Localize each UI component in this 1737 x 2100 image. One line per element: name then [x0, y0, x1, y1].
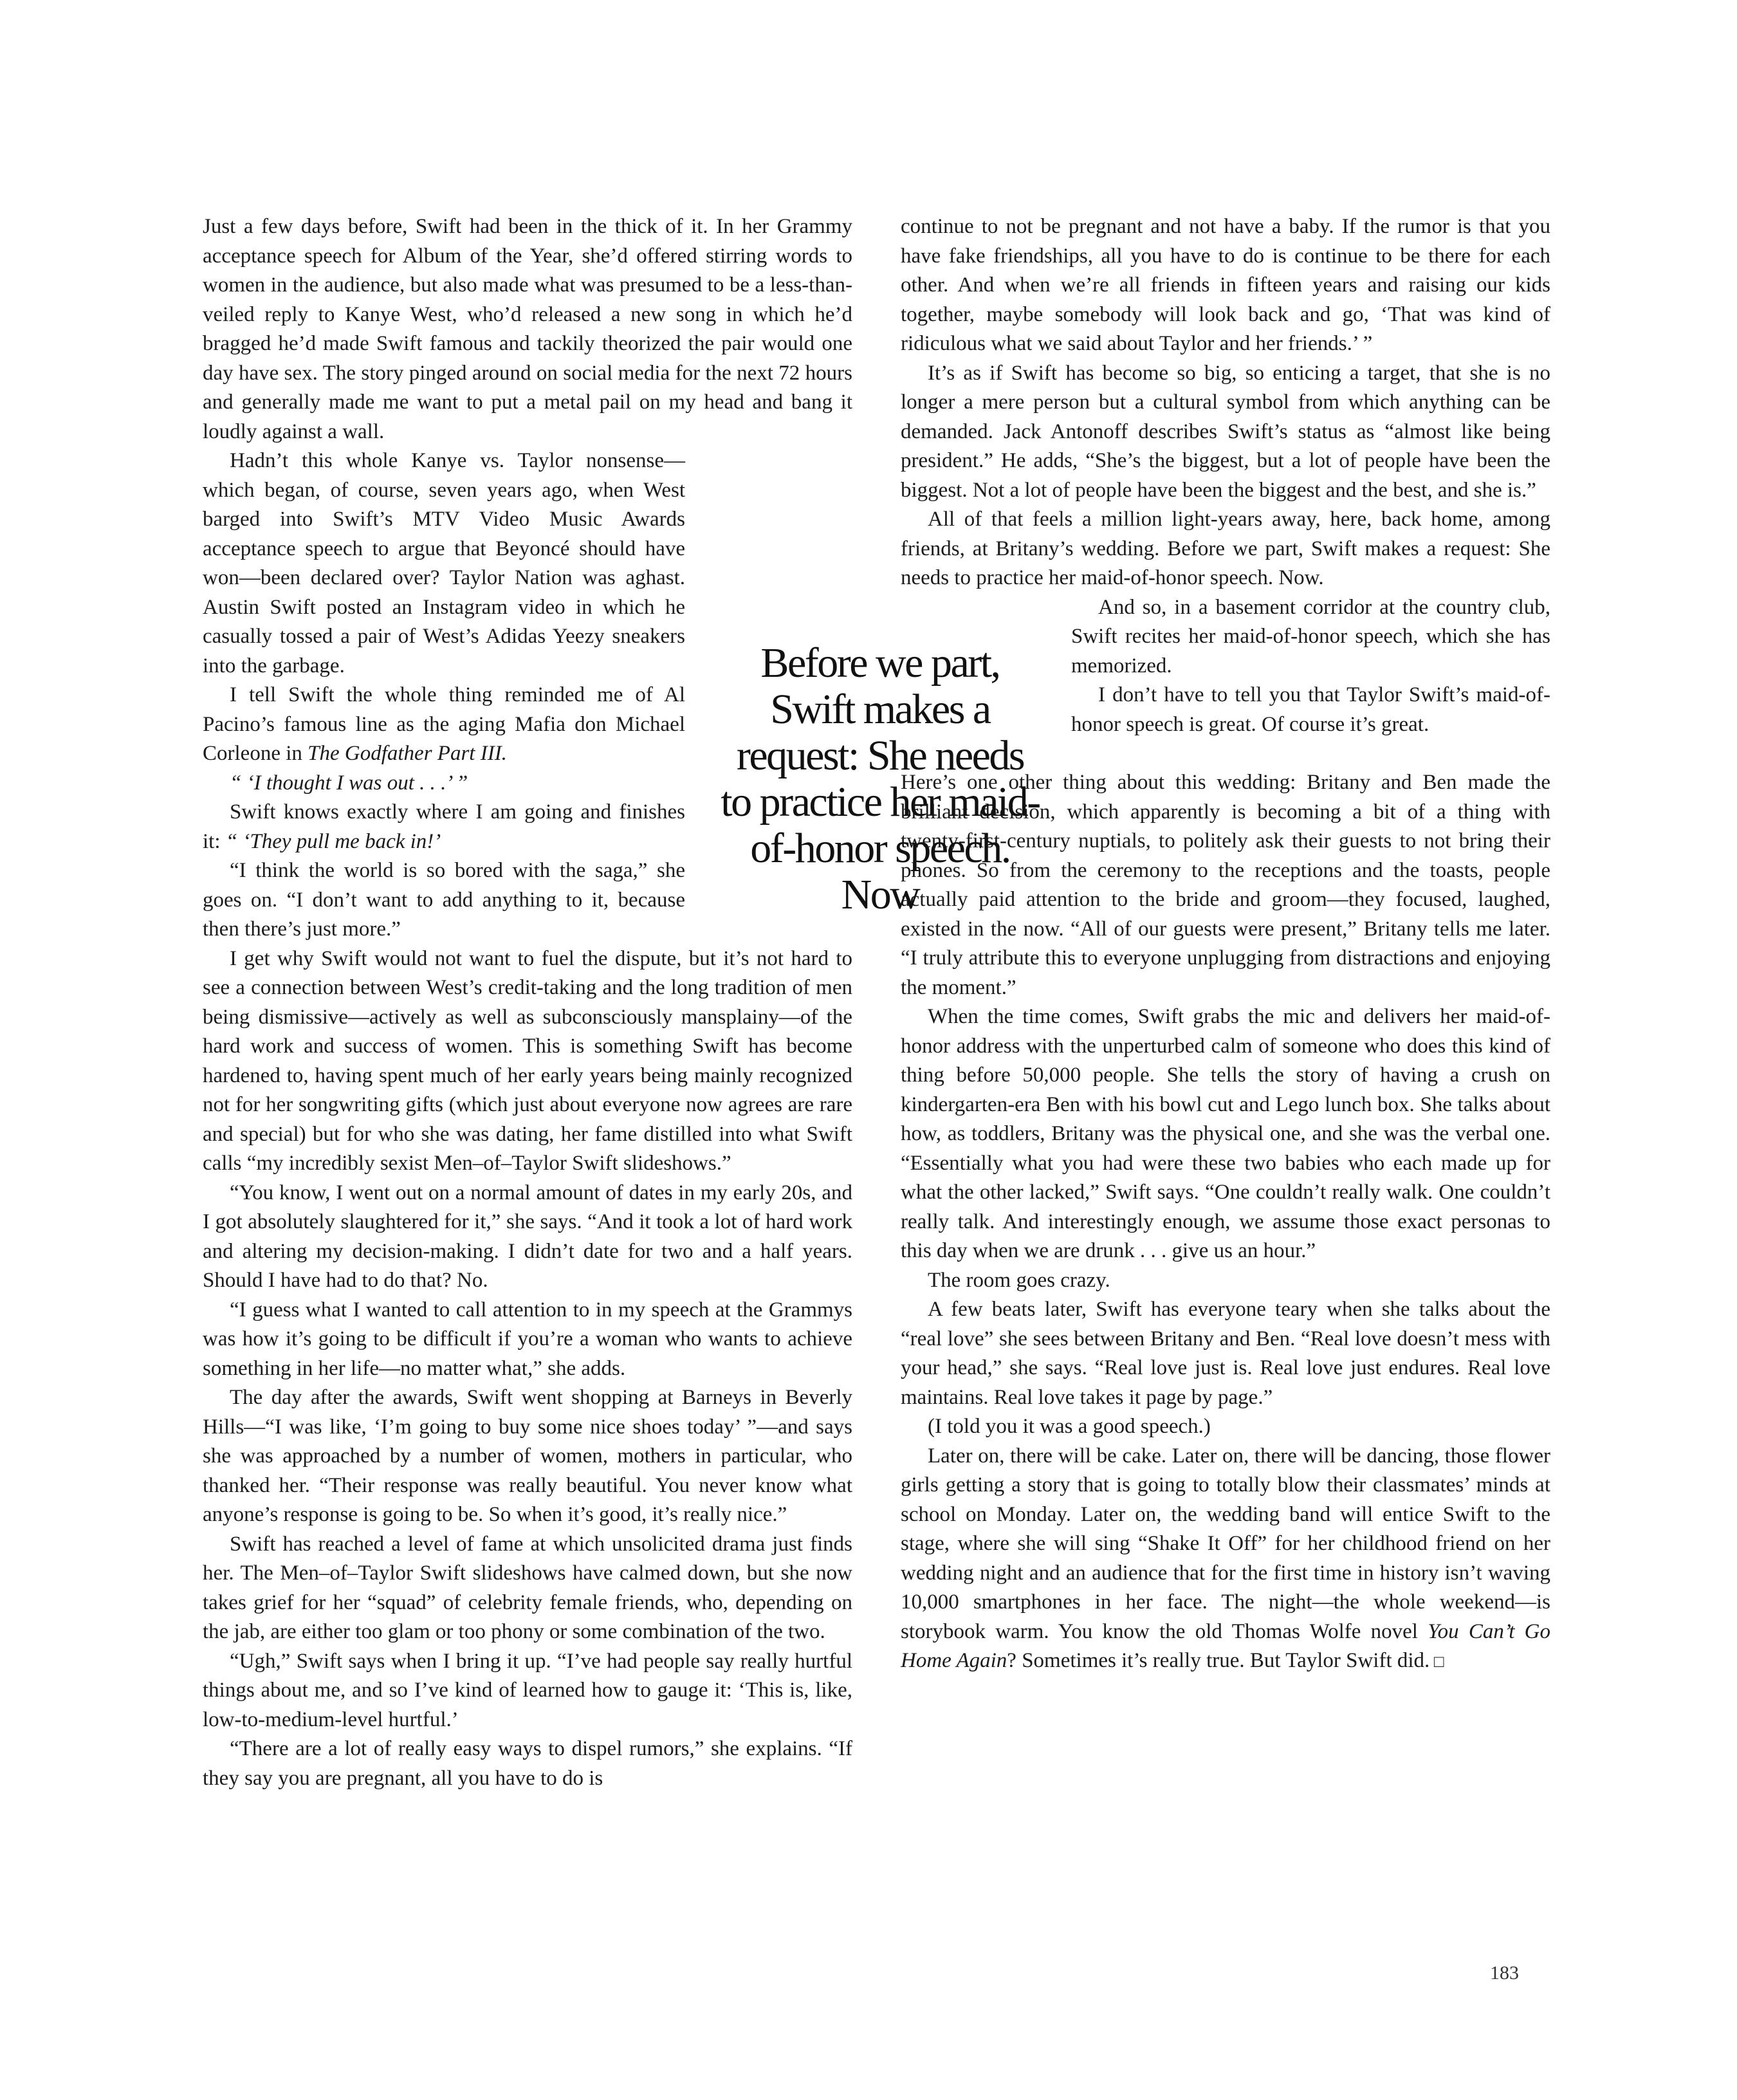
page-number: 183 — [1490, 1962, 1519, 1984]
body-paragraph: “You know, I went out on a normal amount of dates in my early 20s, and I got absolutely slaughtered for it,” she says. “And it took a lot of hard work and altering my decision-making. I didn’t date for two and a half years. Should I have had to do that? No. — [203, 1181, 852, 1292]
body-paragraph: “I guess what I wanted to call attention to in my speech at the Grammys was how it’s going to be difficult if you’re a woman who wants to achieve something in her life—no matter what,” she adds. — [203, 1298, 852, 1380]
right-column — [901, 212, 1550, 1677]
body-paragraph: When the time comes, Swift grabs the mic and delivers her maid-of-honor address with the unperturbed calm of someone who does this kind of thing before 50,000 people. She tells the story of having a crush on kindergarten-era Ben with his bowl cut and Lego lunch box. She talks about how, as toddlers, Britany was the physical one, and she was the verbal one. “Essentially what you had were these two babies who each made up for what the other lacked,” Swift says. “One couldn’t really walk. One couldn’t really talk. And interestingly enough, we assume those exact personas to this day when we are drunk . . . give us an hour.” — [901, 1005, 1550, 1262]
body-paragraph: continue to not be pregnant and not have a baby. If the rumor is that you have fake friendships, all you have to do is continue to be there for each other. And when we’re all friends in fifteen years and raising our kids together, maybe somebody will look back and go, ‘That was kind of ridiculous what we said about Taylor and her friends.’ ” — [901, 215, 1550, 355]
body-paragraph: Swift has reached a level of fame at which unsolicited drama just finds her. The Men–of–Taylor Swift slideshows have calmed down, but she now takes grief for her “squad” of celebrity female friends, who, depending on the jab, are either too glam or too phony or some combination of the two. — [203, 1532, 852, 1643]
body-paragraph: “I think the world is so bored with the saga,” she goes on. “I don’t want to add anything to it, because then there’s just more.” — [203, 859, 685, 941]
body-paragraph: “Ugh,” Swift says when I bring it up. “I’ve had people say really hurtful things about me, and so I’ve kind of learned how to gauge it: ‘This is, like, low-to-medium-level hurtful.’ — [203, 1649, 852, 1731]
body-paragraph: “ ‘I thought I was out . . .’ ” — [230, 771, 468, 795]
body-paragraph: It’s as if Swift has become so big, so enticing a target, that she is no longer a mere person but a cultural symbol from which anything can be demanded. Jack Antonoff describes Swift’s status as “almost like being president.” He adds, “She’s the biggest, but a lot of people have been the biggest. Not a lot of people have been the biggest and the best, and she is.” — [901, 361, 1550, 502]
body-paragraph: And so, in a basement corridor at the country club, Swift recites her maid-of-honor speech, which she has memorized. — [1071, 595, 1550, 677]
body-paragraph: A few beats later, Swift has everyone teary when she talks about the “real love” she sees between Britany and Ben. “Real love doesn’t mess with your head,” she says. “Real love just is. Real love just endures. Real love maintains. Real love takes it page by page.” — [901, 1298, 1550, 1409]
body-paragraph: (I told you it was a good speech.) — [928, 1415, 1211, 1438]
pull-quote: Before we part, Swift makes a request: She needs to practice her maid-of-honor speech. Now — [721, 640, 1040, 918]
body-paragraph: Hadn’t this whole Kanye vs. Taylor nonsense—which began, of course, seven years ago, when West barged into Swift’s MTV Video Music Awards acceptance speech to argue that Beyoncé should have won—been declared over? Taylor Nation was aghast. Austin Swift posted an Instagram video in which he casually tossed a pair of West’s Adidas Yeezy sneakers into the garbage. — [203, 449, 685, 677]
body-paragraph: I don’t have to tell you that Taylor Swift’s maid-of-honor speech is great. Of course it’s great. — [1071, 683, 1550, 736]
film-title: The Godfather Part III. — [308, 742, 507, 765]
body-paragraph: Later on, there will be cake. Later on, there will be dancing, those flower girls getting a story that is going to totally blow their classmates’ minds at school on Monday. Later on, the wedding band will entice Swift to the stage, where she will sing “Shake It Off” for her childhood friend on her wedding night and an audience that for the first time in history isn’t waving 10,000 smartphones in her face. The night—the whole weekend—is storybook warm. You know the old Thomas Wolfe novel You Can’t Go Home Again? Sometimes it’s really true. But Taylor Swift did. □ — [901, 1442, 1550, 1677]
left-column — [203, 212, 852, 1793]
body-paragraph: The room goes crazy. — [928, 1268, 1110, 1292]
body-paragraph: Swift knows exactly where I am going and finishes it: “ ‘They pull me back in!’ — [203, 800, 685, 853]
body-paragraph: I get why Swift would not want to fuel the dispute, but it’s not hard to see a connection between West’s credit-taking and the long tradition of men being dismissive—actively as well as subconsciously mansplainy—of the hard work and success of women. This is something Swift has become hardened to, having spent much of her early years being mainly recognized not for her songwriting gifts (which just about everyone now agrees are rare and special) but for who she was dating, her fame distilled into what Swift calls “my incredibly sexist Men–of–Taylor Swift slideshows.” — [203, 946, 852, 1175]
body-paragraph: I tell Swift the whole thing reminded me of Al Pacino’s famous line as the aging Mafia don Michael Corleone in The Godfather Part III. — [203, 683, 685, 765]
book-title: You Can’t Go Home Again — [901, 1619, 1550, 1672]
body-paragraph: “There are a lot of really easy ways to dispel rumors,” she explains. “If they say you are pregnant, all you have to do is — [203, 1737, 852, 1790]
body-paragraph: All of that feels a million light-years away, here, back home, among friends, at Britany’s wedding. Before we part, Swift makes a request: She needs to practice her maid-of-honor speech. Now. — [901, 508, 1550, 589]
body-paragraph: Just a few days before, Swift had been in the thick of it. In her Grammy acceptance speech for Album of the Year, she’d offered stirring words to women in the audience, but also made what was presumed to be a less-than-veiled reply to Kanye West, who’d released a new song in which he’d bragged he’d made Swift famous and tackily theorized the pair would one day have sex. The story pinged around on social media for the next 72 hours and generally made me want to put a metal pail on my head and bang it loudly against a wall. — [203, 215, 852, 443]
body-paragraph: The day after the awards, Swift went shopping at Barneys in Beverly Hills—“I was like, ‘I’m going to buy some nice shoes today’ ”—and says she was approached by a number of women, mothers in particular, who thanked her. “Their response was really beautiful. You never know what anyone’s response is going to be. So when it’s good, it’s really nice.” — [203, 1386, 852, 1526]
body-paragraph: Here’s one other thing about this wedding: Britany and Ben made the brilliant decision, which apparently is becoming a bit of a thing with twenty-first-century nuptials, to politely ask their guests to not bring their phones. So from the ceremony to the receptions and the toasts, people actually paid attention to the bride and groom—they focused, laughed, existed in the now. “All of our guests were present,” Britany tells me later. “I truly attribute this to everyone unplugging from distractions and enjoying the moment.” — [901, 771, 1550, 999]
